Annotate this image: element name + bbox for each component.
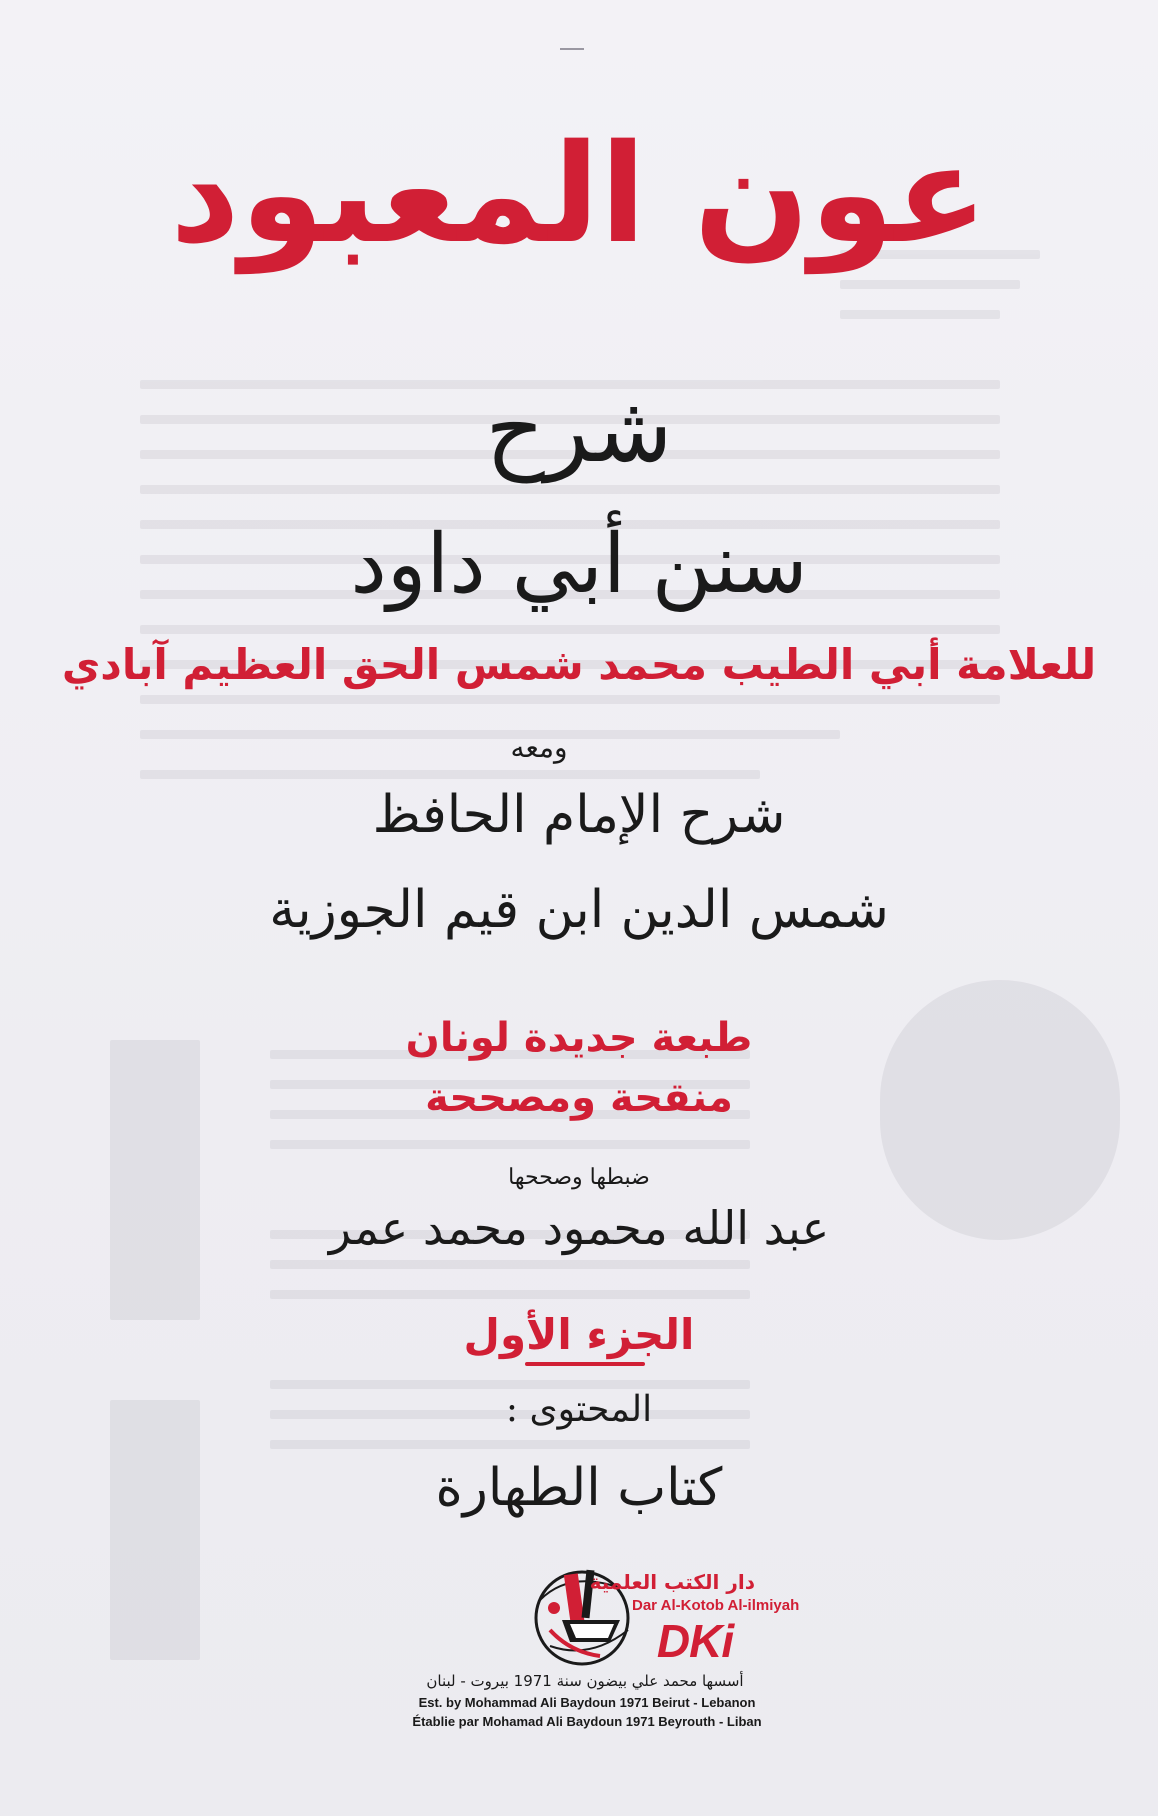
subtitle-sunan-abi-dawud: سنن أبي داود <box>350 517 808 612</box>
edition-line-1: طبعة جديدة لونان <box>405 1015 753 1061</box>
subtitle-sharh: شرح <box>485 376 673 483</box>
publisher-abbr: DKi <box>656 1615 734 1667</box>
with-label-text: ومعه <box>510 731 568 764</box>
established-ar-text: أسسها محمد علي بيضون سنة 1971 بيروت - لبنان <box>426 1672 744 1690</box>
volume-underline <box>525 1362 645 1366</box>
top-mark <box>560 48 584 50</box>
publisher-name-ar: دار الكتب العلمية <box>589 1570 755 1594</box>
publisher-name-en: Dar Al-Kotob Al-ilmiyah <box>632 1597 800 1614</box>
editor-name: عبد الله محمود محمد عمر <box>328 1201 830 1255</box>
contents-value: كتاب الطهارة <box>435 1458 723 1518</box>
commentary-line-1: شرح الإمام الحافظ <box>372 785 786 845</box>
established-en <box>0 1695 1158 1710</box>
author-line: للعلامة أبي الطيب محمد شمس الحق العظيم آبادي <box>61 640 1097 689</box>
book-title: عون المعبود <box>170 116 988 274</box>
edition-line-2: منقحة ومصححة <box>425 1075 733 1121</box>
established-ar <box>0 1672 1158 1690</box>
established-fr <box>0 1714 1158 1729</box>
edited-by-label: ضبطها وصححها <box>508 1165 650 1190</box>
commentary-line-2: شمس الدين ابن قيم الجوزية <box>269 880 889 940</box>
contents-label: المحتوى : <box>505 1389 653 1430</box>
established-en-text: Est. by Mohammad Ali Baydoun 1971 Beirut - Lebanon <box>418 1695 756 1710</box>
with-label <box>0 728 1158 768</box>
established-fr-text: Établie par Mohamad Ali Baydoun 1971 Beyrouth - Liban <box>412 1714 762 1729</box>
volume-label: الجزء الأول <box>463 1310 695 1359</box>
